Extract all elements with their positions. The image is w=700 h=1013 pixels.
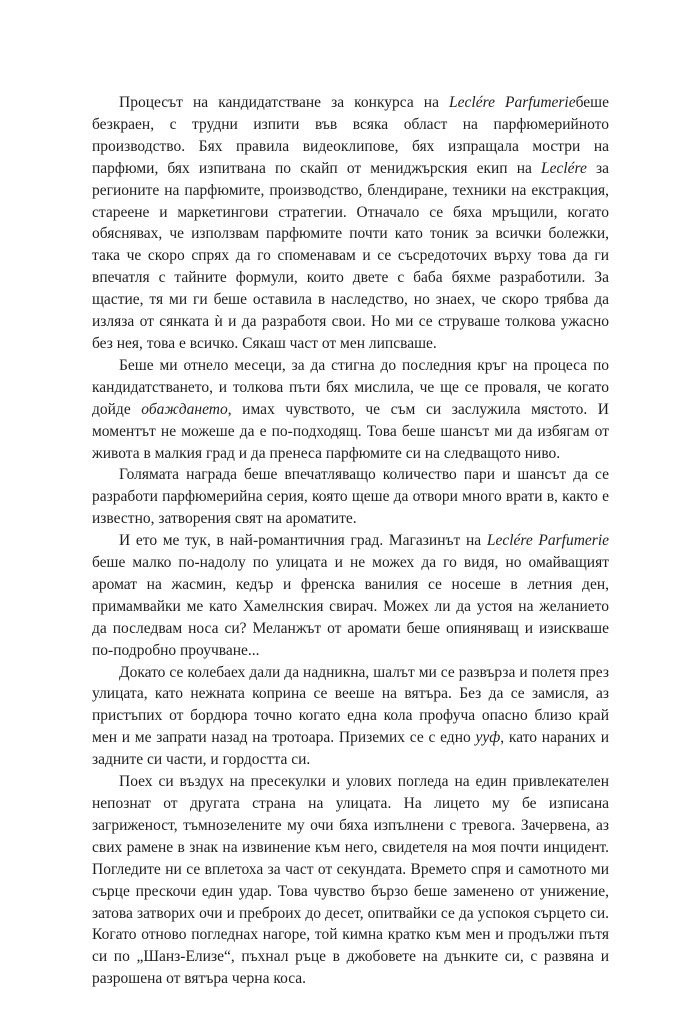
italic-run: Leclére Parfumerie [449,94,576,111]
text-run: беше безкраен, с трудни изпити във всяка област на парфюмерийното производство. Бях правила видеоклипове, бях изпращала мостри на парфюми, бях изпитвана по скайп от мениджърския екип на [92,94,610,177]
italic-run: обаждането [141,400,228,418]
text-run: , имах чувството, че съм си заслужила мястото. И моментът не можеше да е по-подходящ. Това беше шансът ми да избягам от живота в малкия град и да пренеса парфюмите си на следващото ниво. [92,400,609,462]
text-run: беше малко по-надолу по улицата и не можех да го видя, но омайващият аромат на жасмин, кедър и френска ванилия се носеше в летния ден, примамвайки ме като Хамелнския свирач. Можех ли да устоя на желанието да последвам носа си? Меланжът от аромати беше опияняващ и изискваше по-подробно проучване... [92,554,609,659]
paragraph-1 [92,92,609,355]
text-run: Процесът на кандидатстване за конкурса на [119,94,450,111]
italic-run: Leclére Parfumerie [486,532,610,550]
paragraph-2 [92,355,609,465]
paragraph-6 [92,771,609,990]
paragraph-4 [92,530,609,661]
text-run: , като нараних и задните си части, и гордостта си. [92,729,609,769]
text-run: Поех си въздух на пресекулки и улових погледа на един привлекателен непознат от другата страна на улицата. На лицето му бе изписана загриженост, тъмнозелените му очи бяха изпълнени с тревога. Зачервена, аз свих рамене в знак на извинение към него, свидетеля на моя почти инцидент. Погледите ни се вплетоха за част от секундата. Времето спря и самотното ми сърце прескочи един удар. Това чувство бързо беше заменено от унижение, затова затворих очи и преброих до десет, опитвайки се да успокоя сърцето си. Когато отново погледнах нагоре, той кимна кратко към мен и продължи пътя си по „Шанз-Елизе“, пъхнал ръце в джобовете на дънките си, с развяна и разрошена от вятъра черна коса. [92,773,609,988]
paragraph-5 [92,662,609,772]
italic-run: Leclére [540,159,587,177]
text-run: Голямата награда беше впечатляващо количество пари и шансът да се разработи парфюмерийна серия, която щеше да отвори много врати в, както е известно, затворения свят на ароматите. [92,466,609,528]
text-run: Беше ми отнело месеци, за да стигна до последния кръг на процеса по кандидатстването, и толкова пъти бях мислила, че ще се проваля, че когато дойде [92,356,609,418]
text-run: Докато се колебаех дали да надникна, шалът ми се развърза и полетя през улицата, като нежната коприна се вееше на вятъра. Без да се замисля, аз пристъпих от бордюра точно когато една кола профуча опасно близо край мен и ме запрати назад на тротоара. Приземих се с едно [92,663,609,747]
text-run: за регионите на парфюмите, производство, блендиране, техники на екстракция, стареене и маркетингови стратегии. Отначало се бяха мръщили, когато обяснявах, че използвам парфюмите почти като тоник за всички болежки, така че скоро спрях да го споменавам и се съсредоточих върху това да ги впечатля с тайните формули, които двете с баба бяхме разработили. За щастие, тя ми ги беше оставила в наследство, но знаех, че скоро трябва да изляза от сянката ѝ и да разработя свои. Но ми се струваше толкова ужасно без нея, това е всичко. Сякаш част от мен липсваше. [92,159,609,352]
body-text [92,92,609,990]
text-run: И ето ме тук, в най-романтичния град. Магазинът на [119,532,487,550]
italic-run: ууф [475,729,501,747]
paragraph-3 [92,464,609,530]
